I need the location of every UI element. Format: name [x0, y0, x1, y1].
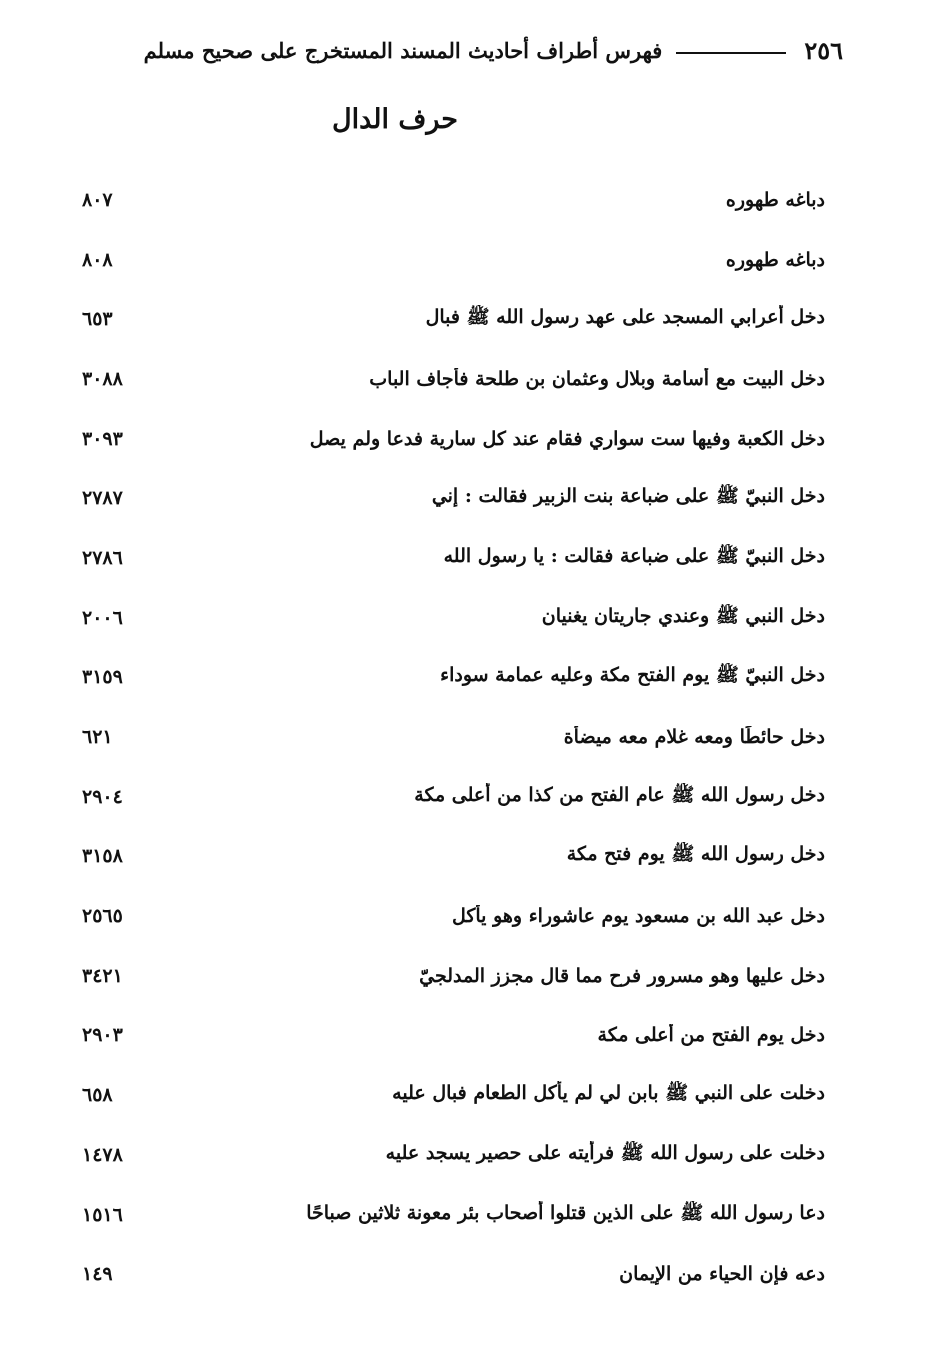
index-entry	[82, 827, 825, 887]
header-rule	[676, 52, 786, 54]
entry-text: دخل عليها وهو مسرور فرح مما قال مجزز المدلجيّ	[419, 964, 825, 987]
entry-number: ٢٩٠٣	[82, 1024, 123, 1047]
index-entry	[82, 1125, 825, 1185]
index-entry	[82, 648, 825, 708]
entry-text: دخل يوم الفتح من أعلى مكة	[597, 1024, 825, 1047]
entry-text: دخل النبيّ ﷺ على ضباعة بنت الزبير فقالت : إني	[431, 485, 825, 508]
entry-text: دخل النبيّ ﷺ يوم الفتح مكة وعليه عمامة سوداء	[440, 664, 825, 687]
index-entry	[82, 289, 825, 349]
entry-number: ١٤٧٨	[82, 1143, 123, 1166]
index-list	[82, 170, 825, 1304]
entry-number: ٦٥٨	[82, 1084, 113, 1107]
index-entry	[82, 707, 825, 767]
entry-number: ٢٧٨٧	[82, 487, 123, 510]
entry-number: ٣٠٩٣	[82, 427, 123, 450]
entry-text: دخل البيت مع أسامة وبلال وعثمان بن طلحة فأجاف الباب	[369, 367, 825, 390]
index-entry	[82, 1244, 825, 1304]
entry-number: ٣١٥٨	[82, 845, 123, 868]
index-entry	[82, 1065, 825, 1125]
entry-number: ٣٠٨٨	[82, 367, 123, 390]
entry-number: ١٤٩	[82, 1263, 113, 1286]
entry-number: ٢٥٦٥	[82, 905, 123, 928]
index-entry	[82, 349, 825, 409]
entry-text: دباغه طهوره	[725, 188, 825, 211]
entry-number: ٦٥٣	[82, 308, 113, 331]
entry-number: ٣١٥٩	[82, 666, 123, 689]
entry-text: دخل أعرابي المسجد على عهد رسول الله ﷺ فبال	[425, 306, 825, 329]
entry-text: دخل النبيّ ﷺ على ضباعة فقالت : يا رسول الله	[443, 544, 825, 567]
entry-number: ٣٤٢١	[82, 964, 123, 987]
entry-text: دخل حائطًا ومعه غلام معه ميضأة	[563, 726, 825, 749]
entry-text: دخل النبي ﷺ وعندي جاريتان يغنيان	[541, 604, 825, 627]
entry-number: ٢٧٨٦	[82, 546, 123, 569]
entry-number: ٨٠٧	[82, 188, 113, 211]
index-entry	[82, 409, 825, 469]
index-entry	[82, 946, 825, 1006]
section-heading: حرف الدال	[332, 104, 458, 135]
entry-number: ١٥١٦	[82, 1203, 123, 1226]
entry-number: ٢٠٠٦	[82, 606, 123, 629]
entry-number: ٢٩٠٤	[82, 785, 123, 808]
index-entry	[82, 886, 825, 946]
entry-text: دعا رسول الله ﷺ على الذين قتلوا أصحاب بئر معونة ثلاثين صباحًا	[306, 1201, 825, 1224]
entry-text: دباغه طهوره	[725, 248, 825, 271]
entry-number: ٨٠٨	[82, 248, 113, 271]
entry-text: دخل رسول الله ﷺ يوم فتح مكة	[566, 843, 825, 866]
running-header	[82, 30, 843, 70]
index-entry	[82, 1006, 825, 1066]
page-number: ٢٥٦	[804, 35, 843, 65]
index-entry	[82, 468, 825, 528]
entry-text: دعه فإن الحياء من الإيمان	[619, 1263, 825, 1286]
entry-text: دخلت على رسول الله ﷺ فرأيته على حصير يسجد عليه	[385, 1141, 825, 1164]
index-entry	[82, 230, 825, 290]
entry-text: دخل الكعبة وفيها ست سواري فقام عند كل سارية فدعا ولم يصل	[309, 427, 825, 450]
index-entry	[82, 528, 825, 588]
entry-text: دخلت على النبي ﷺ بابن لي لم يأكل الطعام فبال عليه	[392, 1082, 825, 1105]
entry-text: دخل عبد الله بن مسعود يوم عاشوراء وهو يأكل	[451, 905, 825, 928]
index-entry	[82, 1185, 825, 1245]
index-entry	[82, 588, 825, 648]
entry-text: دخل رسول الله ﷺ عام الفتح من كذا من أعلى مكة	[414, 783, 825, 806]
index-entry	[82, 767, 825, 827]
running-title: فهرس أطراف أحاديث المسند المستخرج على صحيح مسلم	[143, 37, 663, 63]
entry-number: ٦٢١	[82, 726, 113, 749]
index-entry	[82, 170, 825, 230]
